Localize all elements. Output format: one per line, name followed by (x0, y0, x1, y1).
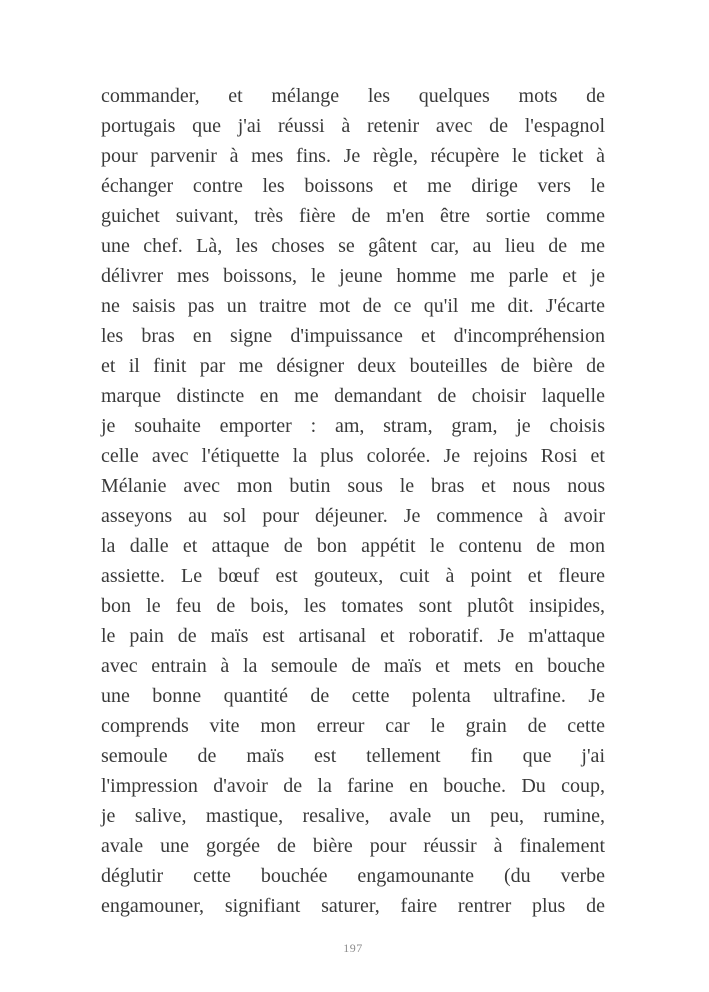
text-line: l'impression d'avoir de la farine en bouche. Du coup, (101, 775, 605, 797)
text-line: je salive, mastique, resalive, avale un peu, rumine, (101, 805, 605, 827)
text-line: asseyons au sol pour déjeuner. Je commence à avoir (101, 505, 605, 527)
text-line: Mélanie avec mon butin sous le bras et nous nous (101, 475, 605, 497)
text-line: avale une gorgée de bière pour réussir à finalement (101, 835, 605, 857)
text-line: engamouner, signifiant saturer, faire rentrer plus de (101, 895, 605, 917)
text-line: une bonne quantité de cette polenta ultrafine. Je (101, 685, 605, 707)
body-text (101, 81, 605, 921)
text-line: bon le feu de bois, les tomates sont plutôt insipides, (101, 595, 605, 617)
text-line: pour parvenir à mes fins. Je règle, récupère le ticket à (101, 145, 605, 167)
text-line: portugais que j'ai réussi à retenir avec de l'espagnol (101, 115, 605, 137)
text-line: celle avec l'étiquette la plus colorée. Je rejoins Rosi et (101, 445, 605, 467)
text-line: le pain de maïs est artisanal et roboratif. Je m'attaque (101, 625, 605, 647)
text-line: semoule de maïs est tellement fin que j'ai (101, 745, 605, 767)
text-line: déglutir cette bouchée engamounante (du verbe (101, 865, 605, 887)
text-line: commander, et mélange les quelques mots de (101, 85, 605, 107)
text-line: avec entrain à la semoule de maïs et mets en bouche (101, 655, 605, 677)
page-number: 197 (343, 941, 363, 955)
text-line: comprends vite mon erreur car le grain de cette (101, 715, 605, 737)
text-line: les bras en signe d'impuissance et d'incompréhension (101, 325, 605, 347)
text-line: la dalle et attaque de bon appétit le contenu de mon (101, 535, 605, 557)
text-line: et il finit par me désigner deux bouteilles de bière de (101, 355, 605, 377)
text-line: échanger contre les boissons et me dirige vers le (101, 175, 605, 197)
text-line: marque distincte en me demandant de choisir laquelle (101, 385, 605, 407)
text-line: je souhaite emporter : am, stram, gram, je choisis (101, 415, 605, 437)
text-line: une chef. Là, les choses se gâtent car, au lieu de me (101, 235, 605, 257)
text-line: guichet suivant, très fière de m'en être sortie comme (101, 205, 605, 227)
text-line: délivrer mes boissons, le jeune homme me parle et je (101, 265, 605, 287)
text-line: assiette. Le bœuf est gouteux, cuit à point et fleure (101, 565, 605, 587)
text-line: ne saisis pas un traitre mot de ce qu'il me dit. J'écarte (101, 295, 605, 317)
